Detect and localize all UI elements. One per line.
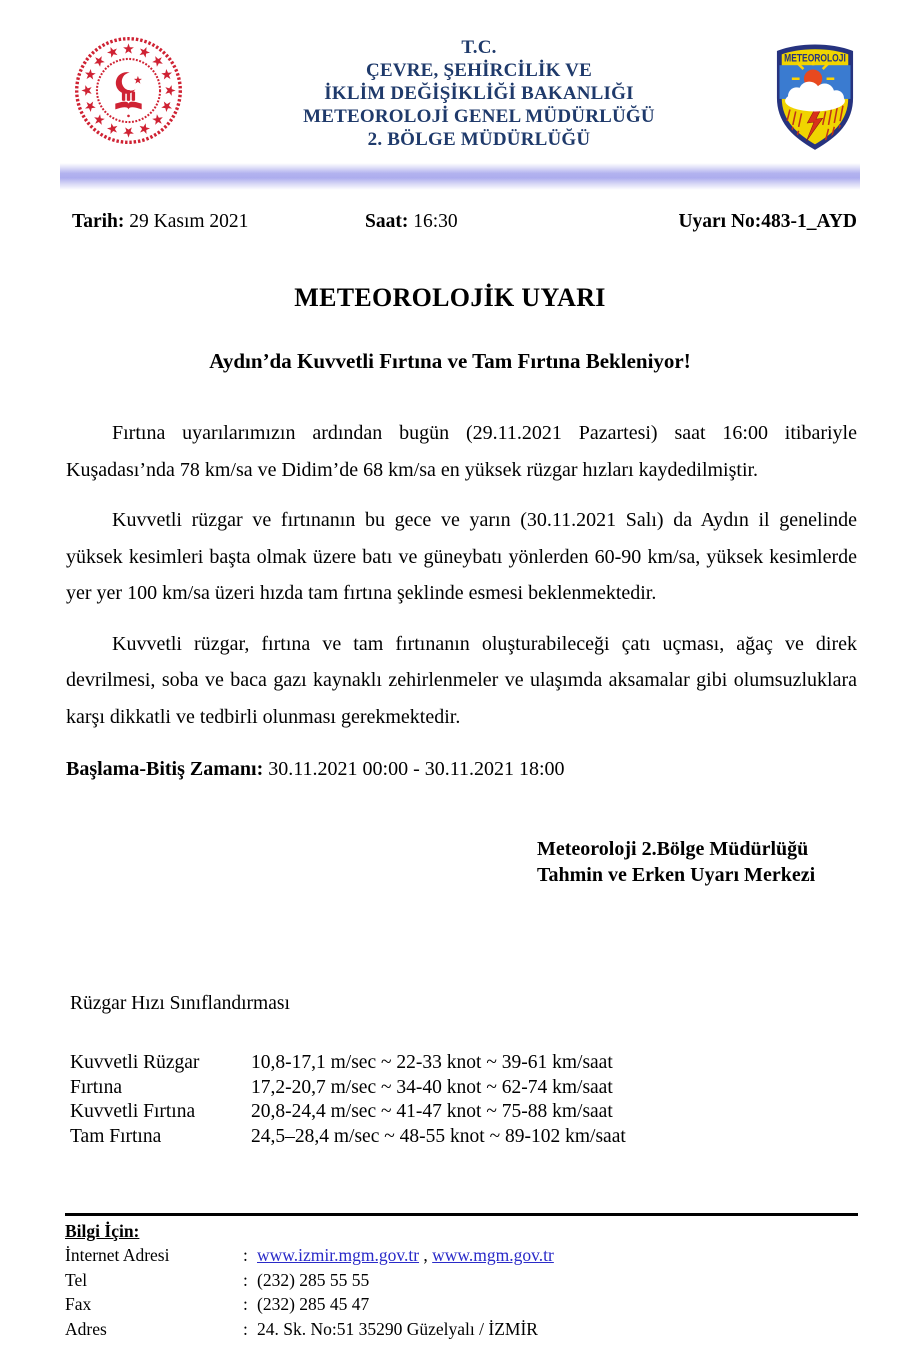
start-end-label: Başlama-Bitiş Zamanı: — [66, 758, 264, 780]
document-title: METEOROLOJİK UYARI — [294, 283, 606, 312]
paragraph-observation: Fırtına uyarılarımızın ardından bugün (29.11.2021 Pazartesi) saat 16:00 itibariyle Kuşadası’nda 78 km/sa ve Didim’de 68 km/sa en yüksek rüzgar hızları kaydedilmiştir. — [66, 422, 857, 481]
address-value: 24. Sk. No:51 35290 Güzelyalı / İZMİR — [257, 1318, 538, 1339]
link-separator: , — [419, 1245, 433, 1266]
tc-government-emblem-svg — [72, 34, 185, 147]
paragraph-precautions: Kuvvetli rüzgar, fırtına ve tam fırtınanın oluşturabileceği çatı uçması, ağaç ve direk devrilmesi, soba ve baca gazı kaynaklı zehirlenmeler ve ulaşımda aksamalar gibi olumsuzluklara karşı dikkatli ve tedbirli olunması gerekmektedir. — [66, 632, 857, 728]
header-line-ministry-1: ÇEVRE, ŞEHİRCİLİK VE — [366, 60, 592, 81]
meteoroloji-shield-icon — [772, 34, 860, 155]
footer-title: Bilgi İçin: — [65, 1221, 140, 1241]
tel-label: Tel — [65, 1269, 88, 1290]
classification-label: Fırtına — [70, 1076, 122, 1098]
classification-label: Tam Fırtına — [70, 1125, 162, 1147]
table-row — [70, 1076, 626, 1101]
classification-value: 10,8-17,1 m/sec ~ 22-33 knot ~ 39-61 km/saat — [251, 1052, 613, 1073]
footer-separator: : — [243, 1269, 248, 1290]
classification-title: Rüzgar Hızı Sınıflandırması — [70, 993, 290, 1014]
header-divider-bar — [60, 163, 860, 190]
classification-label: Kuvvetli Fırtına — [70, 1101, 196, 1123]
header-line-ministry-2: İKLİM DEĞİŞİKLİĞİ BAKANLIĞI — [324, 83, 634, 104]
header-line-directorate: METEOROLOJİ GENEL MÜDÜRLÜĞÜ — [303, 106, 655, 127]
footer-row-tel — [65, 1268, 858, 1292]
contact-footer — [65, 1213, 858, 1341]
time-value: 16:30 — [408, 211, 458, 232]
table-row — [70, 1125, 626, 1150]
start-end-time — [66, 758, 857, 781]
tel-value: (232) 285 55 55 — [257, 1269, 370, 1290]
link-izmir-mgm[interactable]: www.izmir.mgm.gov.tr — [257, 1245, 420, 1266]
fax-label: Fax — [65, 1294, 92, 1315]
footer-separator: : — [243, 1245, 248, 1266]
fax-value: (232) 285 45 47 — [257, 1294, 370, 1315]
info-bar — [72, 211, 857, 233]
table-row — [70, 1051, 626, 1076]
date-field — [72, 211, 365, 233]
body-text — [66, 415, 857, 735]
table-row — [70, 1100, 626, 1125]
header-line-region: 2. BÖLGE MÜDÜRLÜĞÜ — [367, 129, 591, 150]
footer-row-internet — [65, 1243, 858, 1267]
time-label: Saat: — [365, 211, 409, 232]
warning-number: Uyarı No:483-1_AYD — [678, 211, 857, 232]
wind-speed-classification — [70, 993, 626, 1149]
date-label: Tarih: — [72, 211, 125, 232]
meteoroloji-shield-svg — [772, 44, 858, 150]
signature-line-2: Tahmin ve Erken Uyarı Merkezi — [537, 864, 816, 886]
meteoroloji-shield-label: METEOROLOJİ — [784, 52, 858, 65]
classification-value: 20,8-24,4 m/sec ~ 41-47 knot ~ 75-88 km/saat — [251, 1101, 613, 1123]
header-line-tc: T.C. — [461, 37, 497, 58]
internet-address-label: İnternet Adresi — [65, 1245, 170, 1266]
address-label: Adres — [65, 1318, 107, 1339]
classification-label: Kuvvetli Rüzgar — [70, 1052, 200, 1073]
date-value: 29 Kasım 2021 — [124, 211, 249, 232]
footer-row-address — [65, 1317, 858, 1341]
document-subtitle: Aydın’da Kuvvetli Fırtına ve Tam Fırtına Bekleniyor! — [209, 349, 691, 373]
classification-value: 24,5–28,4 m/sec ~ 48-55 knot ~ 89-102 km/saat — [251, 1125, 626, 1147]
internet-address-value — [257, 1243, 554, 1267]
classification-value: 17,2-20,7 m/sec ~ 34-40 knot ~ 62-74 km/saat — [251, 1076, 613, 1098]
tc-government-emblem-icon — [72, 34, 186, 152]
footer-separator: : — [243, 1318, 248, 1339]
document-header — [0, 0, 900, 155]
signature-block — [537, 836, 815, 888]
signature-line-1: Meteoroloji 2.Bölge Müdürlüğü — [537, 838, 809, 860]
footer-row-fax — [65, 1292, 858, 1316]
paragraph-forecast: Kuvvetli rüzgar ve fırtınanın bu gece ve yarın (30.11.2021 Salı) da Aydın il genelinde yüksek kesimleri başta olmak üzere batı ve güneybatı yönlerden 60-90 km/sa, yüksek kesimlerde yer yer 100 km/sa üzeri hızda tam fırtına şeklinde esmesi beklenmektedir. — [66, 509, 857, 604]
footer-separator: : — [243, 1294, 248, 1315]
start-end-value: 30.11.2021 00:00 - 30.11.2021 18:00 — [263, 758, 565, 780]
link-mgm[interactable]: www.mgm.gov.tr — [432, 1245, 554, 1266]
ministry-header-text — [186, 34, 772, 151]
time-field — [365, 211, 678, 233]
